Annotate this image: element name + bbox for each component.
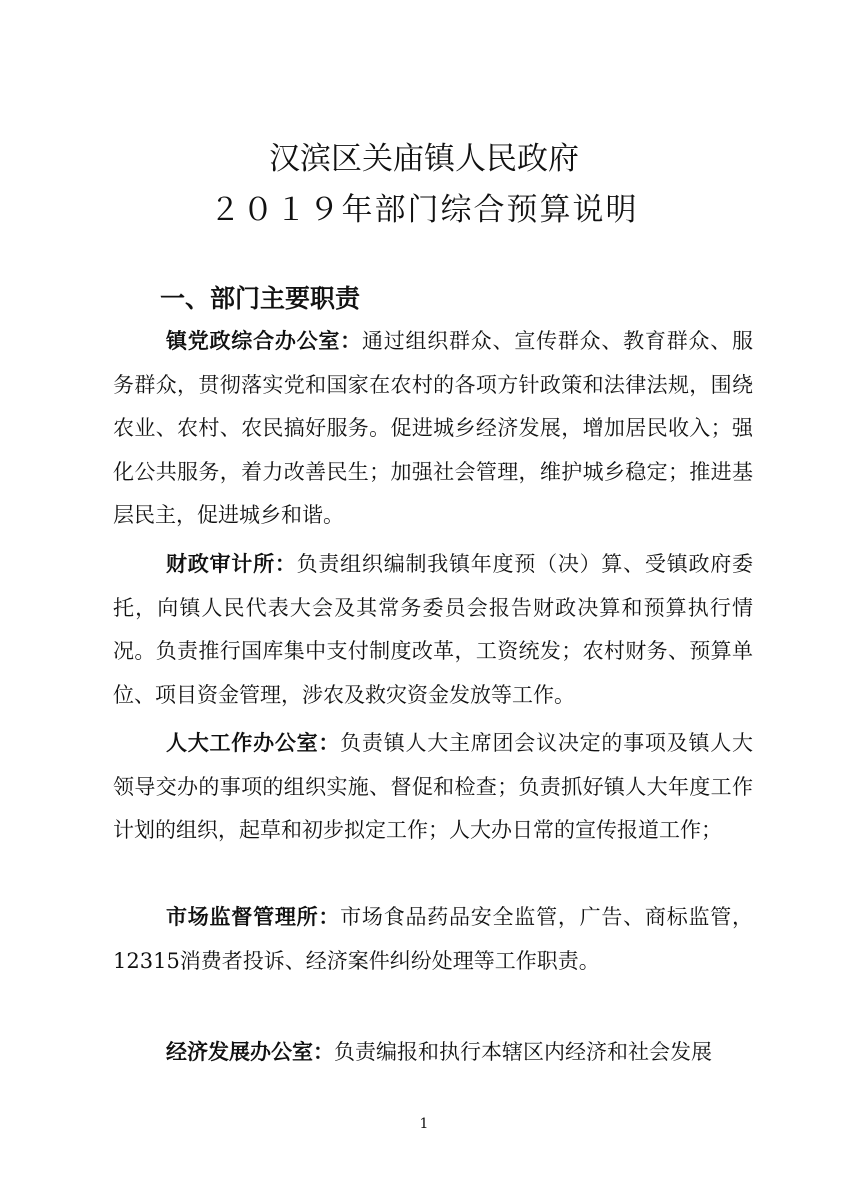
paragraph-lead: 镇党政综合办公室： — [166, 329, 362, 353]
paragraph-npc-office — [113, 722, 753, 853]
paragraph-lead: 经济发展办公室： — [166, 1040, 334, 1064]
paragraph-body: 负责组织编制我镇年度预（决）算、受镇政府委托，向镇人民代表大会及其常务委员会报告财政决算和预算执行情况。负责推行国库集中支付制度改革，工资统发；农村财务、预算单位、项目资金管理，涉农及救灾资金发放等工作。 — [113, 552, 754, 707]
paragraph-finance-audit-office — [113, 543, 753, 717]
paragraph-market-supervision-office — [113, 896, 753, 983]
paragraph-party-government-office — [113, 320, 753, 538]
paragraph-lead: 市场监督管理所： — [166, 905, 341, 929]
page-number: 1 — [419, 1116, 429, 1132]
document-title-line-2: ２０１９年部门综合预算说明 — [209, 192, 639, 228]
paragraph-body: 负责编报和执行本辖区内经济和社会发展 — [334, 1040, 712, 1064]
section-heading: 一、部门主要职责 — [160, 284, 361, 313]
paragraph-lead: 财政审计所： — [166, 552, 297, 576]
paragraph-body: 市场食品药品安全监管，广告、商标监管，12315消费者投诉、经济案件纠纷处理等工作职责。 — [113, 905, 754, 973]
paragraph-economic-development-office — [113, 1031, 753, 1075]
paragraph-body: 通过组织群众、宣传群众、教育群众、服务群众，贯彻落实党和国家在农村的各项方针政策和法律法规，围绕农业、农村、农民搞好服务。促进城乡经济发展，增加居民收入；强化公共服务，着力改善民生；加强社会管理，维护城乡稳定；推进基层民主，促进城乡和谐。 — [113, 329, 754, 527]
paragraph-lead: 人大工作办公室： — [166, 731, 341, 755]
paragraph-body: 负责镇人大主席团会议决定的事项及镇人大领导交办的事项的组织实施、督促和检查；负责抓好镇人大年度工作计划的组织，起草和初步拟定工作；人大办日常的宣传报道工作； — [113, 731, 754, 842]
document-title-line-1: 汉滨区关庙镇人民政府 — [269, 141, 579, 177]
